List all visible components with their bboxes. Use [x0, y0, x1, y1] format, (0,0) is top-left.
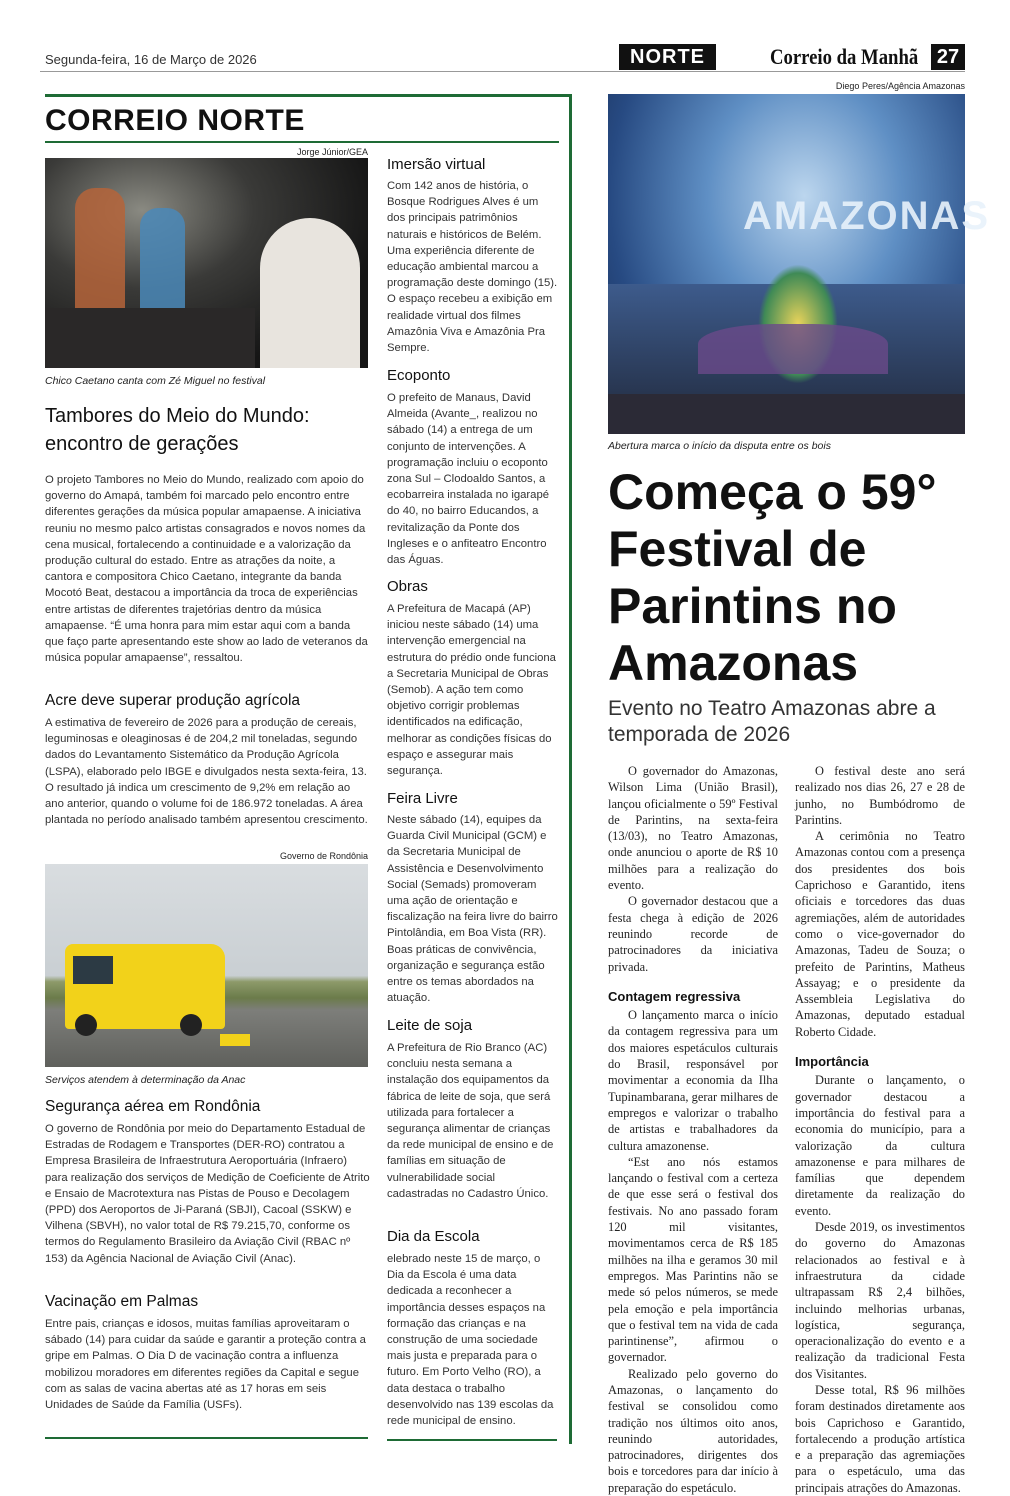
brief-headline: Obras: [387, 578, 428, 595]
main-subheadline: Evento no Teatro Amazonas abre a temporada de 2026: [608, 697, 936, 746]
paragraph: Durante o lançamento, o governador destacou a importância do festival para a economia do município, para a valorização da cultura amazonense e para milhares de famílias que dependem diretamente da realização do evento.: [795, 1073, 965, 1218]
paragraph: O lançamento marca o início da contagem regressiva para um dos maiores espetáculos culturais do Brasil, responsável por movimentar a economia da Ilha Tupinambarana, gerar milhares de empregos e valorizar o trabalho de artistas e trabalhadores da cultura amazonense.: [608, 1008, 778, 1153]
paragraph: Desde 2019, os investimentos do governo do Amazonas relacionados ao festival e à infraestrutura da cidade ultrapassam R$ 2,4 bilhões, incluindo melhorias urbanas, logística, segurança, operacionalização do evento e a realização da tradicional Festa dos Visitantes.: [795, 1220, 965, 1381]
bottom-rule-mid: [387, 1439, 557, 1441]
article-headline: Segurança aérea em Rondônia: [45, 1098, 261, 1115]
brief-headline: Imersão virtual: [387, 156, 486, 173]
brief-body: A Prefeitura de Macapá (AP) iniciou neste sábado (14) uma intervenção emergencial na estrutura do prédio onde funciona a Secretaria Municipal de Obras (Semob). A ação tem como objetivo corrigir problemas identificados na edificação, melhorar as condições físicas do espaço e assegurar mais segurança.: [387, 603, 556, 778]
header-rule: [40, 71, 965, 72]
masthead-logo: Correio da Manhã: [770, 44, 919, 69]
article-column-2: [795, 763, 965, 1496]
brief-headline: Dia da Escola: [387, 1228, 480, 1245]
main-headline: Começa o 59° Festival de Parintins no Amazonas: [608, 464, 937, 691]
title-rule: [45, 141, 559, 143]
brief-body: O prefeito de Manaus, David Almeida (Avante_, realizou no sábado (14) a entrega de um conjunto de intervenções. A programação incluiu o ecoponto zona Sul – Clodoaldo Santos, a ecobarreira instalada no igarapé do 40, no bairro Educandos, a revitalização da Ponte dos Ingleses e o anfiteatro Encontro das Águas.: [387, 392, 550, 567]
subhead: Contagem regressiva: [608, 988, 741, 1004]
brief-headline: Feira Livre: [387, 790, 458, 807]
festival-stage-photo: [608, 94, 991, 434]
paragraph: O festival deste ano será realizado nos dias 26, 27 e 28 de junho, no Bumbódromo de Parintins.: [795, 764, 965, 827]
runway-vehicle-photo: [45, 864, 368, 1067]
article-body: O projeto Tambores no Meio do Mundo, realizado com apoio do governo do Amapá, também foi marcado pelo encontro entre diferentes gerações da música popular amapaense. A iniciativa reuniu no mesmo palco artistas consagrados e novos nomes da cena musical, fortalecendo a continuidade e a valorização da produção cultural do estado. Entre as atrações da noite, a cantora e compositora Chico Caetano, integrante da banda Mocotó Beat, destacou a importância da troca de experiências entre artistas de diferentes trajetórias dentro da música amapaense. “É uma honra para mim estar aqui com a banda que faço parte apresentando este show ao lado de veteranos da música popular amapaense”, ressaltou.: [45, 474, 368, 665]
photo-credit: Diego Peres/Agência Amazonas: [835, 81, 965, 91]
brief-body: Neste sábado (14), equipes da Guarda Civil Municipal (GCM) e da Secretaria Municipal de Assistência e Desenvolvimento Social (Semads) promoveram uma ação de orientação e fiscalização na feira livre do bairro Pintolândia, em Boa Vista (RR). Boas práticas de convivência, organização e segurança estão entre os temas abordados na atuação.: [387, 814, 558, 1005]
paragraph: “Est ano nós estamos lançando o festival com a certeza de que esse será o festival dos festivais. No ano passado foram 120 mil visitantes, movimentamos cerca de R$ 185 milhões na ilha e geramos 30 mil empregos. Mas Parintins não se mede só pelos números, se mede pela emoção e pela importância que o festival tem na vida de cada parintinense”, afirmou o governador.: [608, 1154, 778, 1365]
paragraph: O governador destacou que a festa chega à edição de 2026 reunindo recorde de patrocinadores da iniciativa privada.: [608, 894, 778, 974]
brief-body: A Prefeitura de Rio Branco (AC) concluiu nesta semana a instalação dos equipamentos da fábrica de leite de soja, que será utilizada para fortalecer a segurança alimentar de crianças da rede municipal de ensino e de famílias em situação de vulnerabilidade social cadastradas no Cadastro Único.: [387, 1042, 554, 1200]
photo-caption: Serviços atendem à determinação da Anac: [45, 1074, 246, 1086]
photo-caption: Abertura marca o início da disputa entre os bois: [608, 440, 831, 452]
article-body: A estimativa de fevereiro de 2026 para a produção de cereais, leguminosas e oleaginosas é de 204,2 mil toneladas, segundo dados do Levantamento Sistemático da Produção Agrícola (LSPA), elaborado pelo IBGE e divulgados nesta sexta-feira, 13. O resultado já indica um crescimento de 9,2% em relação ao ano anterior, quando o volume foi de 186.972 toneladas. A área plantada no período analisado também apresentou crescimento.: [45, 717, 368, 827]
issue-date: Segunda-feira, 16 de Março de 2026: [45, 52, 257, 67]
article-headline: Vacinação em Palmas: [45, 1293, 199, 1310]
photo-credit: Governo de Rondônia: [279, 851, 368, 861]
subhead: Importância: [795, 1054, 869, 1070]
brief-body: Com 142 anos de história, o Bosque Rodrigues Alves é um dos principais patrimônios naturais e históricos de Belém. Uma experiência diferente de educação ambiental marcou a programação deste domingo (15). O espaço recebeu a exibição em realidade virtual dos filmes Amazônia Viva e Amazônia Pra Sempre.: [387, 180, 558, 355]
article-headline: Acre deve superar produção agrícola: [45, 692, 301, 709]
brief-headline: Ecoponto: [387, 367, 451, 384]
paragraph: A cerimônia no Teatro Amazonas contou com a presença dos presidentes dos bois Caprichoso e Garantido, itens oficiais e torcedores das duas agremiações, além de autoridades como o vice-governador do Amazonas, Tadeu de Souza; o prefeito de Parintins, Matheus Assayag; e o presidente da Assembleia Legislativa do Amazonas, deputado estadual Roberto Cidade.: [795, 829, 965, 1039]
section-title: CORREIO NORTE: [45, 104, 305, 137]
paragraph: O governador do Amazonas, Wilson Lima (União Brasil), lançou oficialmente o 59º Festival de Parintins, na sexta-feira (13/03), no Teatro Amazonas, onde anunciou o aporte de R$ 10 milhões para a realização do evento.: [608, 764, 778, 893]
paragraph: Desse total, R$ 96 milhões foram destinados diretamente aos bois Caprichoso e Garantido, fortalecendo a produção artística e a preparação das agremiações para o espetáculo, uma das principais atrações do Amazonas.: [795, 1382, 965, 1495]
page-number: 27: [931, 44, 965, 70]
stage-sign: AMAZONAS: [743, 194, 991, 238]
article-body: O governo de Rondônia por meio do Departamento Estadual de Estradas de Rodagem e Transportes (DER-RO) contratou a Empresa Brasileira de Infraestrutura Aeroportuária (Infraero) para realização dos serviços de Medição de Coeficiente de Atrito e Ensaio de Macrotextura nas Pistas de Pouso e Decolagem (PPD) dos Aeroportos de Ji-Paraná (SBJI), Cacoal (SSKW) e Vilhena (SBVH), no valor total de R$ 79.215,70, conforme os termos do Regulamento Brasileiro da Aviação Civil (RBAC nº 153) da Agência Nacional de Aviação Civil (Anac).: [45, 1123, 370, 1265]
brief-body: elebrado neste 15 de março, o Dia da Escola é uma data dedicada a reconhecer a importância desses espaços na formação das crianças e na construção de uma sociedade mais justa e preparada para o futuro. Em Porto Velho (RO), a data destaca o trabalho desenvolvido nas 139 escolas da rede municipal de ensino.: [387, 1253, 554, 1428]
frame-top: [45, 94, 572, 97]
bottom-rule-left: [45, 1437, 368, 1439]
article-headline: Tambores do Meio do Mundo: encontro de gerações: [45, 405, 310, 455]
frame-right: [569, 94, 572, 1444]
photo-credit: Jorge Júnior/GEA: [296, 147, 368, 157]
paragraph: Realizado pelo governo do Amazonas, o lançamento do festival se consolidou como tradição nos últimos oito anos, reunindo autoridades, patrocinadores, dirigentes dos bois e torcedores para dar início à preparação do espetáculo.: [608, 1366, 778, 1495]
section-badge: NORTE: [619, 44, 716, 70]
brief-headline: Leite de soja: [387, 1017, 473, 1034]
article-body: Entre pais, crianças e idosos, muitas famílias aproveitaram o sábado (14) para cuidar da saúde e garantir a proteção contra a gripe em Palmas. O Dia D de vacinação contra a influenza mobilizou moradores em diferentes regiões da Capital e segue com as salas de vacina abertas até as 17 horas em seis Unidades de Saúde da Família (USFs).: [45, 1318, 366, 1412]
article-column-1: [608, 763, 778, 1496]
photo-caption: Chico Caetano canta com Zé Miguel no festival: [45, 375, 266, 387]
concert-photo: [45, 158, 368, 368]
